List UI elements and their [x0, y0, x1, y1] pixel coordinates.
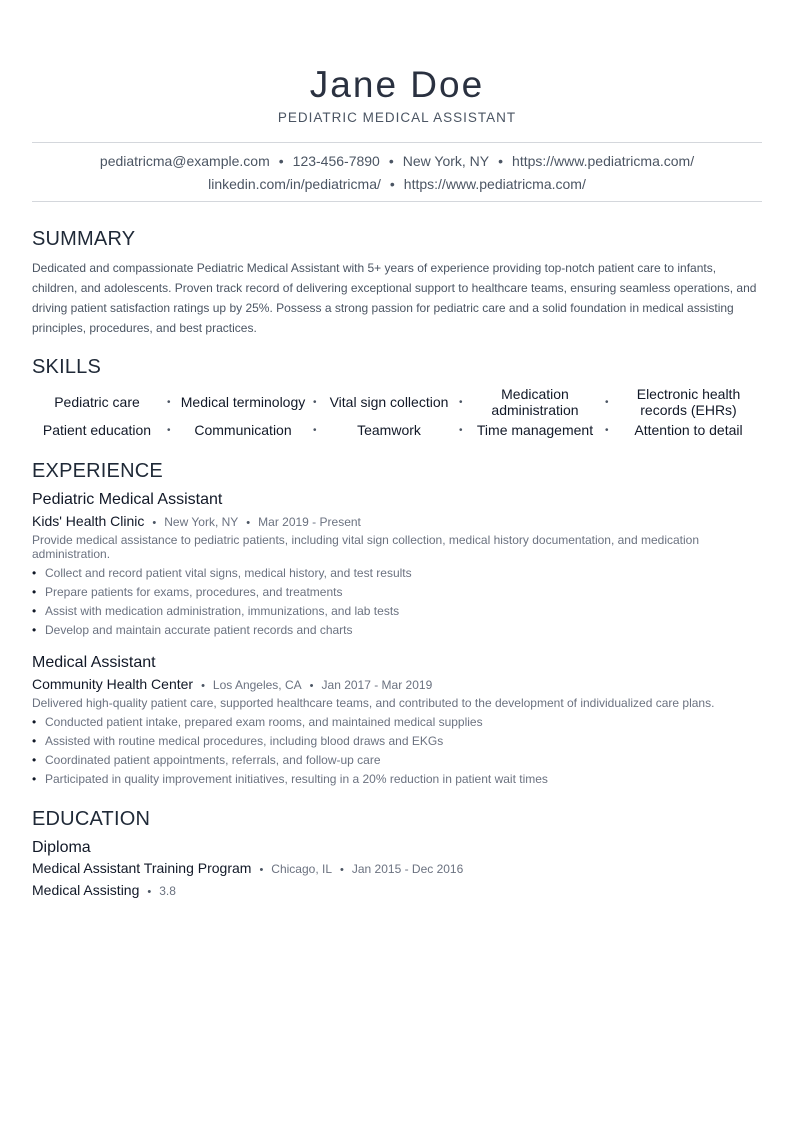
- job-entry-2: [32, 653, 762, 789]
- list-item: • Collect and record patient vital signs, medical history, and test results: [32, 564, 762, 583]
- list-item: • Coordinated patient appointments, referrals, and follow-up care: [32, 751, 762, 770]
- education-gpa: 3.8: [159, 884, 176, 898]
- candidate-name: Jane Doe: [309, 64, 485, 105]
- list-item: • Assist with medication administration, immunizations, and lab tests: [32, 602, 762, 621]
- meta-separator: •: [340, 864, 344, 876]
- skill-separator: •: [167, 397, 171, 408]
- skill-separator: •: [459, 425, 463, 436]
- skill-separator: •: [605, 425, 609, 436]
- skill-separator: •: [459, 397, 463, 408]
- job-location: New York, NY: [164, 515, 239, 529]
- job-bullets: [32, 564, 762, 640]
- meta-separator: •: [152, 517, 157, 529]
- section-title-skills: SKILLS: [32, 356, 102, 378]
- section-title-education: EDUCATION: [32, 808, 151, 830]
- skill-item: Electronic health records (EHRs): [636, 386, 741, 418]
- candidate-role: PEDIATRIC MEDICAL ASSISTANT: [277, 110, 517, 125]
- skill-item: Medication administration: [491, 386, 579, 418]
- bullet-icon: •: [32, 734, 37, 748]
- job-entry-1: [32, 490, 762, 640]
- education-field: Medical Assisting: [32, 882, 140, 898]
- section-title-summary: SUMMARY: [32, 228, 136, 250]
- divider-bottom: [32, 201, 762, 202]
- job-dates: Jan 2017 - Mar 2019: [321, 678, 433, 692]
- skill-item: Patient education: [42, 422, 152, 438]
- contact-separator: •: [388, 153, 394, 169]
- skill-separator: •: [313, 397, 317, 408]
- education-school: Medical Assistant Training Program: [32, 860, 252, 876]
- contact-location: New York, NY: [402, 153, 490, 169]
- job-description: Delivered high-quality patient care, supported healthcare teams, and contributed to the development of individualized care plans.: [32, 696, 715, 710]
- contact-line-2: [32, 176, 762, 193]
- education-location: Chicago, IL: [271, 862, 332, 876]
- job-title: Medical Assistant: [32, 654, 156, 671]
- job-bullets: [32, 713, 762, 789]
- contact-website-2[interactable]: https://www.pediatricma.com/: [403, 176, 586, 192]
- education-field-line: [32, 880, 762, 902]
- contact-website[interactable]: https://www.pediatricma.com/: [512, 153, 695, 169]
- bullet-icon: •: [32, 623, 37, 637]
- bullet-icon: •: [32, 753, 37, 767]
- bullet-icon: •: [32, 715, 37, 729]
- job-company: Community Health Center: [32, 676, 194, 692]
- job-dates: Mar 2019 - Present: [258, 515, 361, 529]
- summary-text: Dedicated and compassionate Pediatric Medical Assistant with 5+ years of experience providing top-notch patient care to infants, children, and adolescents. Proven track record of delivering exceptional support to healthcare teams, ensuring seamless operations, and driving patient satisfaction ratings up by 25%. Possess a strong passion for pediatric care and a solid foundation in medical assisting principles, procedures, and best practices.: [32, 261, 757, 335]
- education-dates: Jan 2015 - Dec 2016: [351, 862, 464, 876]
- job-title: Pediatric Medical Assistant: [32, 491, 223, 508]
- list-item: • Develop and maintain accurate patient records and charts: [32, 621, 762, 640]
- skill-item: Time management: [476, 422, 594, 438]
- skill-item: Vital sign collection: [329, 394, 449, 410]
- list-item: • Conducted patient intake, prepared exam rooms, and maintained medical supplies: [32, 713, 762, 732]
- meta-separator: •: [147, 886, 152, 898]
- job-description: Provide medical assistance to pediatric patients, including vital sign collection, medical history documentation, and medication administration.: [32, 533, 700, 561]
- bullet-icon: •: [32, 566, 37, 580]
- skill-separator: •: [167, 425, 171, 436]
- meta-separator: •: [309, 680, 314, 692]
- education-school-line: [32, 858, 762, 880]
- contact-linkedin[interactable]: linkedin.com/in/pediatricma/: [208, 176, 381, 192]
- list-item: • Prepare patients for exams, procedures, and treatments: [32, 583, 762, 602]
- skill-item: Attention to detail: [634, 422, 743, 438]
- contact-line-1: [32, 153, 762, 170]
- contact-separator: •: [278, 153, 284, 169]
- contact-separator: •: [498, 153, 504, 169]
- skill-item: Communication: [194, 422, 292, 438]
- education-entry: [32, 838, 762, 902]
- bullet-icon: •: [32, 585, 37, 599]
- contact-separator: •: [389, 176, 395, 192]
- meta-separator: •: [201, 680, 205, 692]
- job-meta: [32, 675, 762, 695]
- contact-phone[interactable]: 123-456-7890: [292, 153, 380, 169]
- skill-separator: •: [605, 397, 609, 408]
- bullet-icon: •: [32, 772, 37, 786]
- skills-grid: [32, 385, 762, 447]
- education-degree: Diploma: [32, 839, 91, 856]
- skill-item: Medical terminology: [180, 394, 306, 410]
- contact-email[interactable]: pediatricma@example.com: [99, 153, 270, 169]
- skill-separator: •: [313, 425, 317, 436]
- list-item: • Participated in quality improvement initiatives, resulting in a 20% reduction in patient wait times: [32, 770, 762, 789]
- job-meta: [32, 512, 762, 532]
- meta-separator: •: [246, 517, 251, 529]
- bullet-icon: •: [32, 604, 37, 618]
- divider-top: [32, 142, 762, 143]
- job-company: Kids' Health Clinic: [32, 513, 145, 529]
- skill-item: Pediatric care: [54, 394, 140, 410]
- skill-item: Teamwork: [357, 422, 421, 438]
- meta-separator: •: [259, 864, 264, 876]
- skills-row-2: [32, 419, 762, 447]
- job-location: Los Angeles, CA: [212, 678, 302, 692]
- list-item: • Assisted with routine medical procedures, including blood draws and EKGs: [32, 732, 762, 751]
- skills-row-1: [32, 385, 762, 419]
- section-title-experience: EXPERIENCE: [32, 460, 163, 482]
